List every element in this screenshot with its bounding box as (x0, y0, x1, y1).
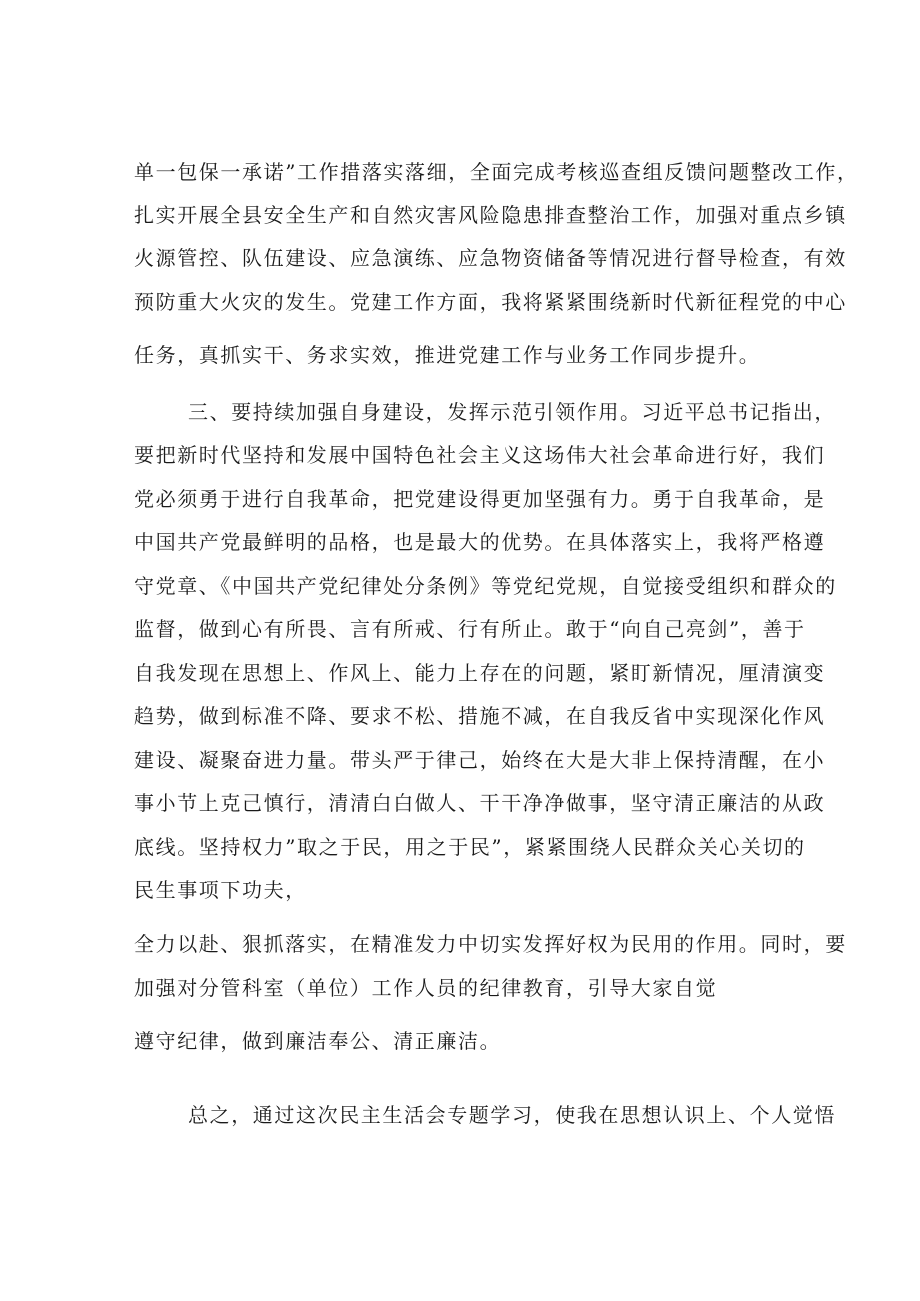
text-line: 趋势，做到标准不降、要求不松、措施不减，在自我反省中实现深化作风 (134, 704, 826, 728)
text-line: 任务，真抓实干、务求实效，推进党建工作与业务工作同步提升。 (134, 343, 761, 367)
text-line: 全力以赴、狠抓落实，在精准发力中切实发挥好权为民用的作用。同时，要 (134, 932, 847, 956)
text-line: 事小节上克己慎行，清清白白做人、干干净净做事，坚守清正廉洁的从政 (134, 791, 826, 815)
text-line: 中国共产党最鲜明的品格，也是最大的优势。在具体落实上，我将严格遵 (134, 530, 826, 554)
text-line: 火源管控、队伍建设、应急演练、应急物资储备等情况进行督导检查，有效 (134, 246, 847, 270)
text-line: 预防重大火灾的发生。党建工作方面，我将紧紧围绕新时代新征程党的中心 (134, 290, 847, 314)
text-line: 总之，通过这次民主生活会专题学习，使我在思想认识上、个人觉悟 (188, 1103, 836, 1127)
text-line: 守党章、《中国共产党纪律处分条例》等党纪党规，自觉接受组织和群众的 (134, 574, 837, 598)
text-line: 底线。坚持权力”取之于民，用之于民”，紧紧围绕人民群众关心关切的 (134, 835, 806, 859)
text-line: 加强对分管科室（单位）工作人员的纪律教育，引导大家自觉 (134, 976, 718, 1000)
text-line: 自我发现在思想上、作风上、能力上存在的问题，紧盯新情况，厘清演变 (134, 661, 826, 685)
text-line: 要把新时代坚持和发展中国特色社会主义这场伟大社会革命进行好，我们 (134, 443, 826, 467)
section-heading-line: 三、要持续加强自身建设，发挥示范引领作用。习近平总书记指出， (188, 400, 836, 424)
text-line: 党必须勇于进行自我革命，把党建设得更加坚强有力。勇于自我革命，是 (134, 487, 826, 511)
text-line: 监督，做到心有所畏、言有所戒、行有所止。敢于“向自己亮剑”，善于 (134, 617, 806, 641)
text-line: 单一包保一承诺”工作措落实落细，全面完成考核巡查组反馈问题整改工作， (134, 160, 859, 184)
text-line: 民生事项下功夫， (134, 878, 307, 902)
text-line: 遵守纪律，做到廉洁奉公、清正廉洁。 (134, 1029, 502, 1053)
text-line: 扎实开展全县安全生产和自然灾害风险隐患排查整治工作，加强对重点乡镇 (134, 203, 847, 227)
text-line: 建设、凝聚奋进力量。带头严于律己，始终在大是大非上保持清醒，在小 (134, 748, 826, 772)
